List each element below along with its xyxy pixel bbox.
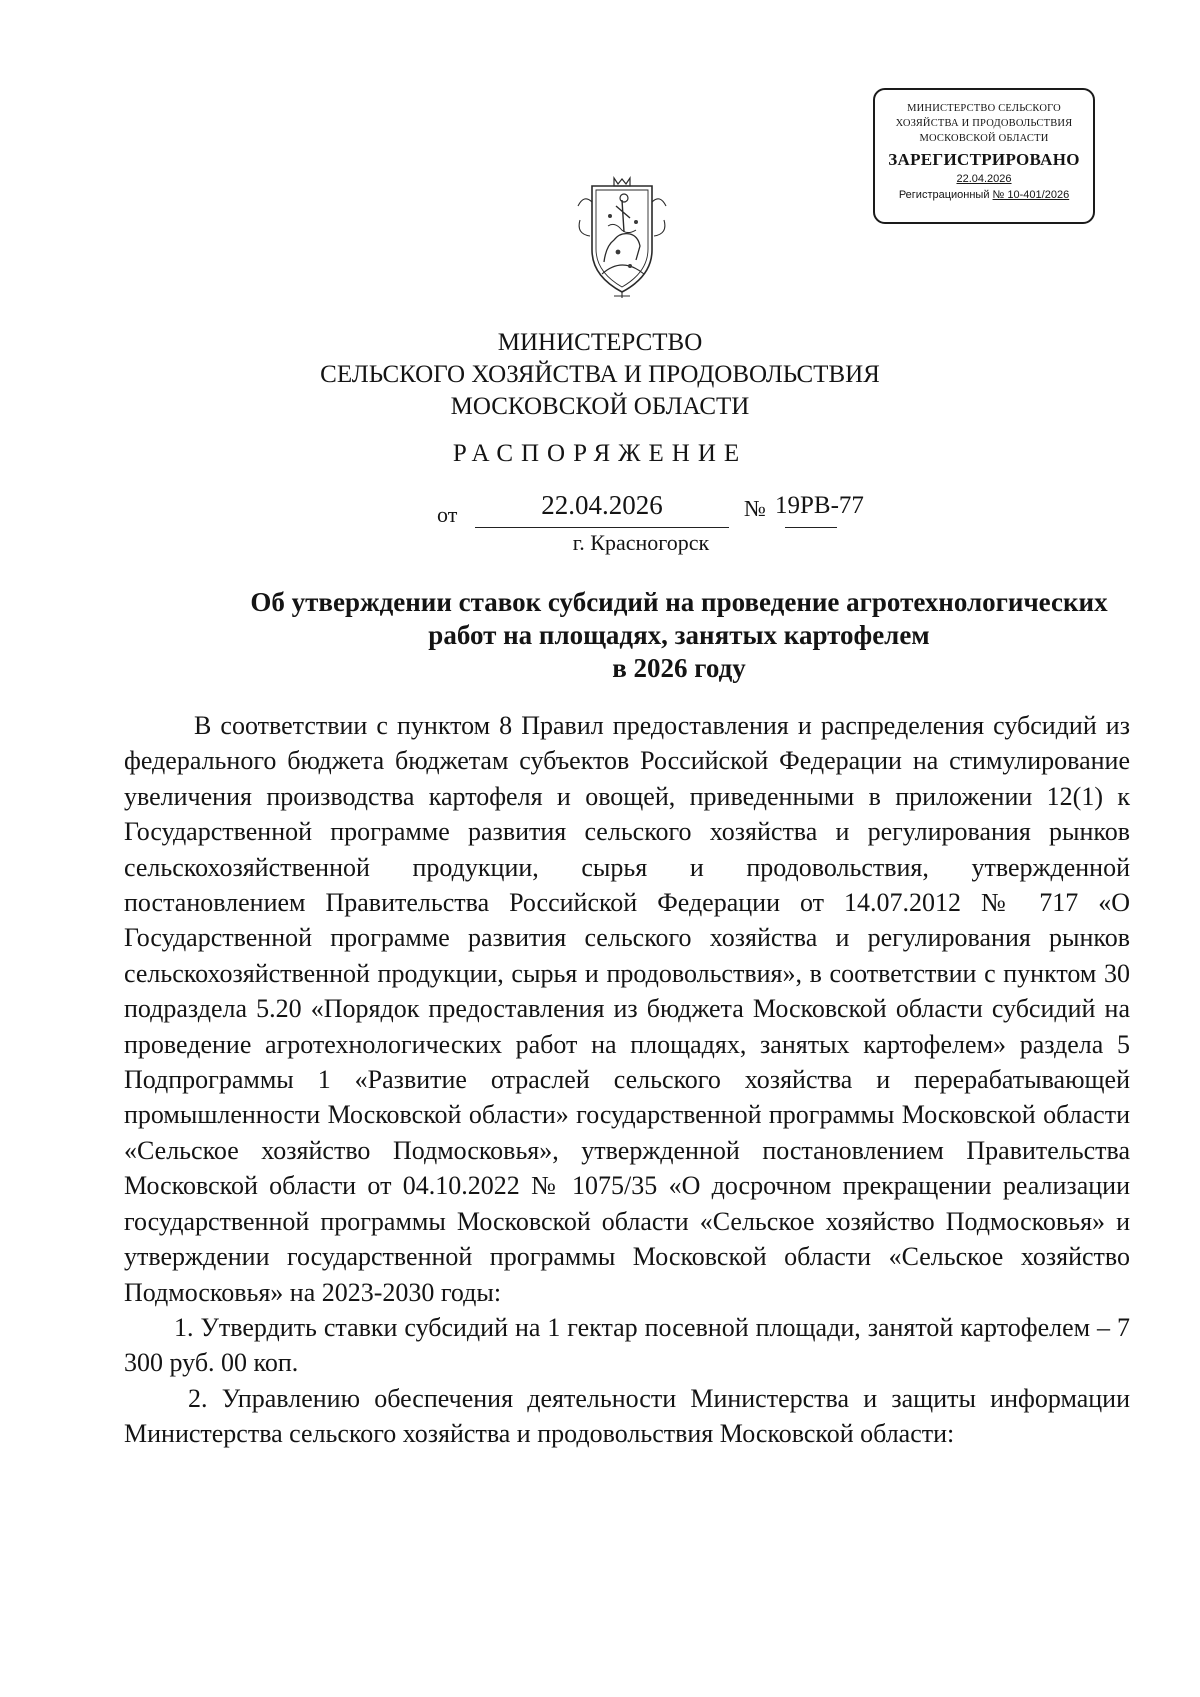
heading-line-1: Об утверждении ставок субсидий на проведение агротехнологических xyxy=(250,587,1108,617)
registration-stamp xyxy=(873,88,1095,224)
number-prefix: № xyxy=(744,496,766,521)
stamp-line-2: ХОЗЯЙСТВА И ПРОДОВОЛЬСТВИЯ xyxy=(895,118,1073,129)
preamble-paragraph: В соответствии с пунктом 8 Правил предоставления и распределения субсидий из федерального бюджета бюджетам субъектов Российской Федерации на стимулирование увеличения производства картофеля и овощей, приведенными в приложении 12(1) к Государственной программе развития сельского хозяйства и регулирования рынков сельскохозяйственной продукции, сырья и продовольствия, утвержденной постановлением Правительства Российской Федерации от 14.07.2012 № 717 «О Государственной программе развития сельского хозяйства и регулирования рынков сельскохозяйственной продукции, сырья и продовольствия», в соответствии с пунктом 30 подраздела 5.20 «Порядок предоставления из бюджета Московской области субсидий на проведение агротехнологических работ на площадях, занятых картофелем» раздела 5 Подпрограммы 1 «Развитие отраслей сельского хозяйства и перерабатывающей промышленности Московской области» государственной программы Московской области «Сельское хозяйство Подмосковья», утвержденной постановлением Правительства Московской области от 04.10.2022 № 1075/35 «О досрочном прекращении реализации государственной программы Московской области «Сельское хозяйство Подмосковья» и утверждении государственной программы Московской области «Сельское хозяйство Подмосковья» на 2023-2030 годы: xyxy=(124,711,1130,1307)
ministry-line-1: МИНИСТЕРСТВО xyxy=(497,329,703,356)
moscow-oblast-coat-of-arms-icon xyxy=(574,176,670,300)
document-date: 22.04.2026 xyxy=(541,490,663,520)
ministry-line-3: МОСКОВСКОЙ ОБЛАСТИ xyxy=(450,393,750,420)
stamp-line-3: МОСКОВСКОЙ ОБЛАСТИ xyxy=(919,133,1049,144)
stamp-registration xyxy=(875,189,1093,201)
document-type: РАСПОРЯЖЕНИЕ xyxy=(452,440,748,467)
item-1-paragraph: 1. Утвердить ставки субсидий на 1 гектар посевной площади, занятой картофелем – 7 300 руб. 00 коп. xyxy=(124,1312,1130,1378)
number-underline xyxy=(785,527,837,528)
document-body xyxy=(124,708,1130,1452)
stamp-reg-label: Регистрационный xyxy=(898,189,990,201)
date-prefix: от xyxy=(437,502,458,527)
heading-line-3: в 2026 году xyxy=(612,653,746,683)
item-2-paragraph: 2. Управлению обеспечения деятельности Министерства и защиты информации Министерства сельского хозяйства и продовольствия Московской области: xyxy=(124,1383,1130,1449)
date-number-row xyxy=(0,490,1200,530)
stamp-reg-number: № 10-401/2026 xyxy=(992,189,1070,201)
heading-line-2: работ на площадях, занятых картофелем xyxy=(428,620,930,650)
stamp-status: ЗАРЕГИСТРИРОВАНО xyxy=(888,150,1080,169)
document-number: 19РВ-77 xyxy=(775,492,864,519)
ministry-name xyxy=(0,327,1200,423)
stamp-line-1: МИНИСТЕРСТВО СЕЛЬСКОГО xyxy=(907,103,1061,114)
document-heading xyxy=(0,586,1200,685)
date-underline xyxy=(475,527,729,528)
city: г. Красногорск xyxy=(572,530,710,555)
ministry-line-2: СЕЛЬСКОГО ХОЗЯЙСТВА И ПРОДОВОЛЬСТВИЯ xyxy=(320,361,880,388)
stamp-date: 22.04.2026 xyxy=(956,173,1012,185)
